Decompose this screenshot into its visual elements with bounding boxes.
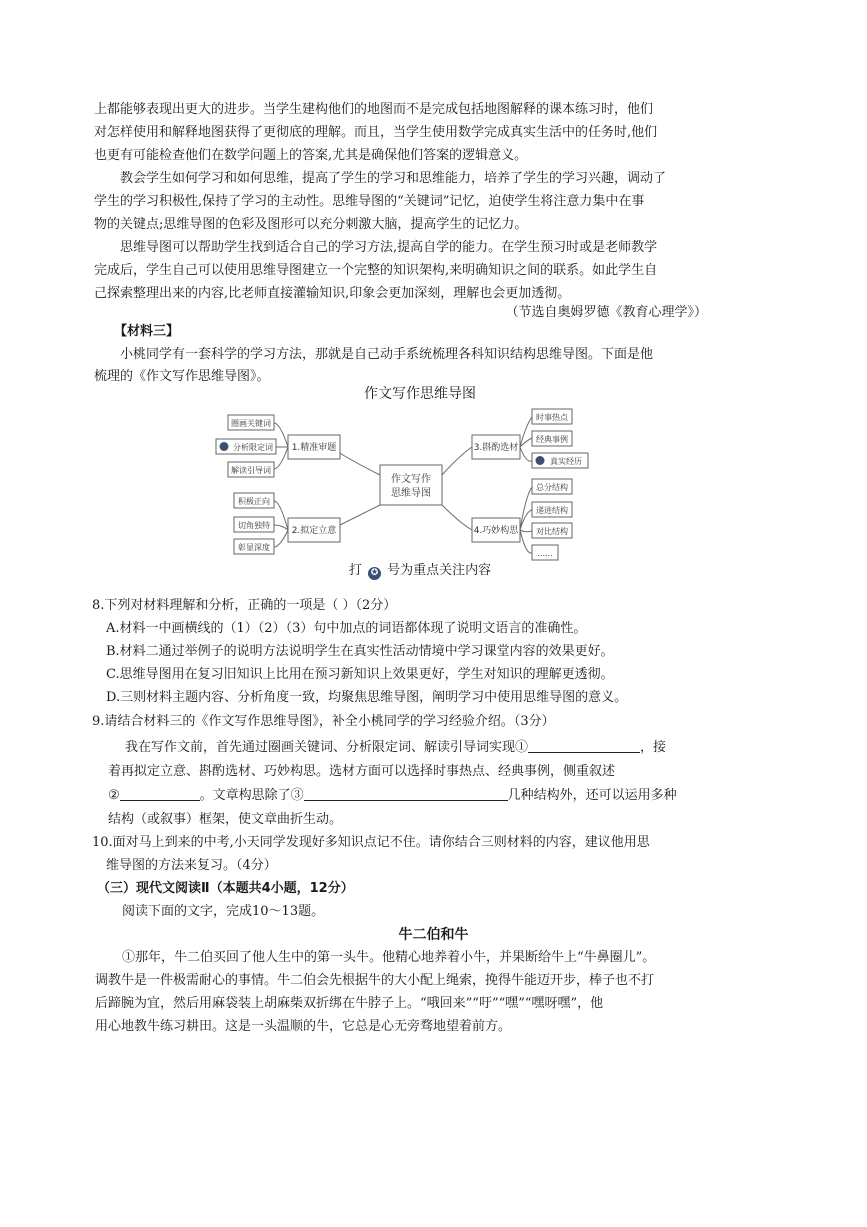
story-line-1: ①那年，牛二伯买回了他人生中的第一头牛。他精心地养着小牛，并果断给牛上“牛鼻圈儿”。	[122, 950, 656, 965]
caption-prefix: 打	[348, 563, 362, 578]
center-box	[380, 465, 442, 505]
q10-line-1: 10.面对马上到来的中考,小天同学发现好多知识点记不住。请你结合三则材料的内容，建议他用思	[92, 835, 650, 850]
para3-line-2: 完成后，学生自己可以使用思维导图建立一个完整的知识架构,来明确知识之间的联系。如此学生自	[94, 263, 658, 278]
connector-b2-2	[274, 525, 288, 530]
q9-line-4: 结构（或叙事）框架，使文章曲折生动。	[108, 812, 343, 827]
leaf-b3-1: 时事热点	[536, 413, 568, 422]
answer-blank-2[interactable]	[120, 787, 200, 801]
answer-blank-3[interactable]	[304, 787, 508, 801]
q9-line-1-end: ，接	[640, 740, 667, 755]
section3-heading: （三）现代文阅读Ⅱ（本题共4小题，12分）	[97, 881, 354, 896]
para3-line-3: 己探索整理出来的内容,比老师直接灌输知识,印象会更加深刻，理解也会更加透彻。	[94, 286, 571, 301]
mind-map-caption	[210, 559, 630, 580]
star-icon	[220, 442, 229, 451]
connector-b4-3	[520, 530, 532, 532]
para2-line-1: 教会学生如何学习和如何思维，提高了学生的学习和思维能力，培养了学生的学习兴趣，调动了	[120, 171, 667, 186]
connector-center-b3	[442, 447, 472, 475]
branch-label-1: 1.精准审题	[291, 443, 337, 453]
leaf-b2-2: 切角独特	[238, 521, 270, 530]
story-title: 牛二伯和牛	[398, 927, 469, 943]
q9-line-1-text: 我在写作文前，首先通过圈画关键词、分析限定词、解读引导词实现①	[125, 740, 529, 755]
para2-line-2: 学生的学习积极性,保持了学习的主动性。思维导图的“关键词”记忆，迫使学生将注意力集中在事	[94, 194, 645, 209]
material3-line-1: 小桃同学有一套科学的学习方法，那就是自己动手系统梳理各科知识结构思维导图。下面是他	[120, 347, 654, 362]
center-label-1: 作文写作	[391, 474, 431, 485]
leaf-b4-1: 总分结构	[536, 483, 568, 492]
q9-line-1	[125, 739, 666, 757]
caption-suffix: 号为重点关注内容	[387, 563, 492, 578]
center-label-2: 思维导图	[391, 488, 431, 499]
q8-option-d: D.三则材料主题内容、分析角度一致，均聚焦思维导图，阐明学习中使用思维导图的意义。	[106, 690, 628, 705]
q9-stem: 9.请结合材料三的《作文写作思维导图》，补全小桃同学的学习经验介绍。（3分）	[92, 714, 555, 729]
q9-marker-2: ②	[108, 788, 120, 803]
q8-option-b: B.材料二通过举例子的说明方法说明学生在真实性活动情境中学习课堂内容的效果更好。	[106, 644, 614, 659]
connector-b3-1	[520, 417, 532, 447]
para3-line-1: 思维导图可以帮助学生找到适合自己的学习方法,提高自学的能力。在学生预习时或是老师教学	[120, 240, 658, 255]
leaf-b4-4: ......	[537, 549, 553, 558]
q8-stem: 8.下列对材料理解和分析，正确的一项是（ ）（2分）	[92, 598, 397, 613]
leaf-b3-3: 真实经历	[550, 457, 582, 466]
branch-label-3: 3.斟酌选材	[473, 443, 519, 453]
leaf-b4-3: 对比结构	[536, 527, 568, 536]
connector-center-b4	[442, 505, 472, 530]
para1-line-1: 上都能够表现出更大的进步。当学生建构他们的地图而不是完成包括地图解释的课本练习时，他们	[94, 102, 654, 117]
q9-line-3-end: 几种结构外，还可以运用多种	[507, 788, 677, 803]
para1-line-2: 对怎样使用和解释地图获得了更彻底的理解。而且，当学生使用数学完成真实生活中的任务时,他们	[94, 125, 658, 140]
answer-blank-1[interactable]	[528, 739, 640, 753]
connector-b2-3	[274, 530, 288, 547]
leaf-b3-2: 经典事例	[536, 435, 568, 444]
para2-line-3: 物的关键点;思维导图的色彩及图形可以充分刺激大脑，提高学生的记忆力。	[94, 217, 528, 232]
q9-line-2: 着再拟定立意、斟酌选材、巧妙构思。选材方面可以选择时事热点、经典事例，侧重叙述	[108, 764, 616, 779]
connector-b4-4	[520, 530, 532, 553]
connector-b3-3	[520, 447, 532, 461]
material3-line-2: 梳理的《作文写作思维导图》。	[94, 369, 270, 384]
q8-option-c: C.思维导图用在复习旧知识上比用在预习新知识上效果更好，学生对知识的理解更透彻。	[106, 667, 614, 682]
material3-heading: 【材料三】	[114, 324, 180, 339]
source-citation: （节选自奥姆罗德《教育心理学》）	[505, 305, 707, 320]
mind-map-title: 作文写作思维导图	[364, 386, 476, 402]
q10-line-2: 维导图的方法来复习。（4分）	[106, 858, 277, 873]
story-line-4: 用心地教牛练习耕田。这是一头温顺的牛，它总是心无旁骛地望着前方。	[95, 1019, 512, 1034]
story-line-2: 调教牛是一件极需耐心的事情。牛二伯会先根据牛的大小配上绳索，挽得牛能迈开步，棒子也不打	[95, 973, 655, 988]
q8-option-a: A.材料一中画横线的（1）（2）（3）句中加点的词语都体现了说明文语言的准确性。	[106, 621, 587, 636]
story-line-3: 后蹄腕为宜，然后用麻袋装上胡麻柴双折绑在牛脖子上。“哦回来”“吁”“嘿”“嘿呀嘿”，他	[95, 996, 604, 1011]
star-icon: ✪	[368, 567, 381, 580]
mind-map-figure	[210, 383, 630, 578]
leaf-b2-1: 积极正向	[238, 497, 270, 506]
leaf-b1-1: 圈画关键词	[231, 419, 271, 428]
branch-label-4: 4.巧妙构思	[473, 526, 519, 536]
leaf-b2-3: 彰显深度	[238, 543, 270, 552]
star-icon	[536, 456, 545, 465]
q9-line-3	[108, 787, 677, 805]
q9-line-3-mid: 。文章构思除了③	[199, 788, 304, 803]
leaf-b1-2: 分析限定词	[233, 443, 273, 452]
mind-map-diagram	[210, 405, 630, 575]
leaf-b1-3: 解读引导词	[231, 466, 271, 475]
leaf-b4-2: 递进结构	[536, 506, 568, 515]
para1-line-3: 也更有可能检查他们在数学问题上的答案,尤其是确保他们答案的逻辑意义。	[94, 148, 528, 163]
branch-label-2: 2.拟定立意	[291, 526, 337, 536]
section3-instruction: 阅读下面的文字，完成10～13题。	[122, 904, 325, 919]
